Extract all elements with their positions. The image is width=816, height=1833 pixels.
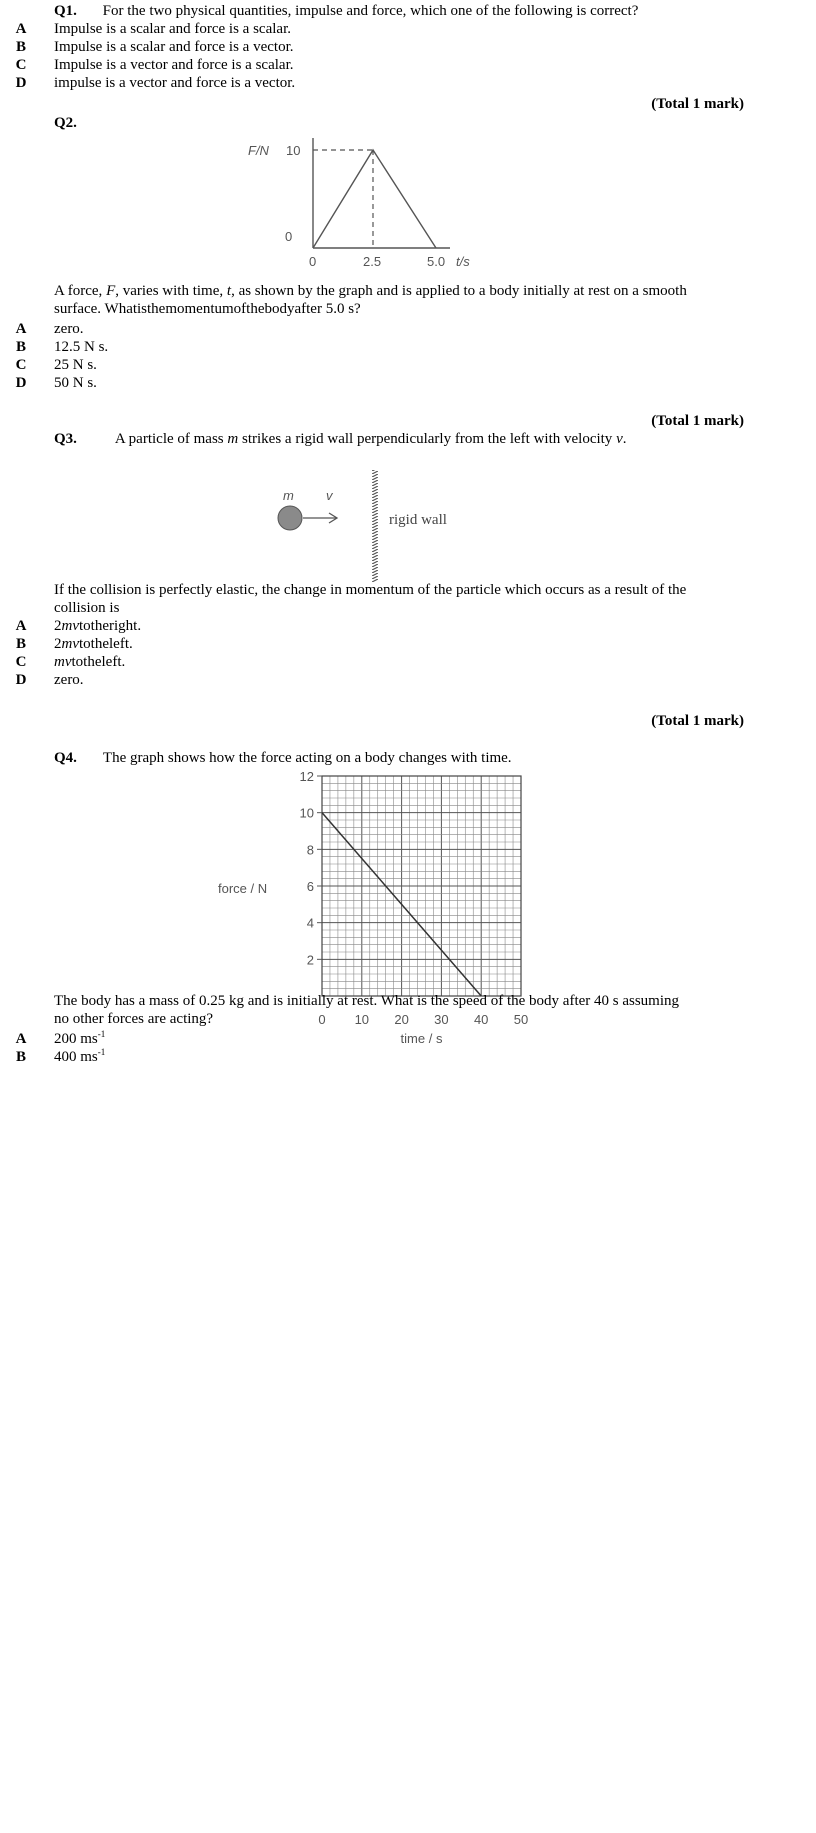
q3-option-d-text: zero.	[54, 672, 84, 688]
q4-x-tick-label: 50	[513, 1012, 529, 1027]
q4-grid	[322, 776, 521, 996]
q4-stem-text: The graph shows how the force acting on a body changes with time.	[102, 750, 512, 766]
q3-stem-var-m: m	[227, 431, 239, 447]
q1-option-b-text: Impulse is a scalar and force is a vector.	[54, 39, 294, 55]
q4-number: Q4.	[54, 750, 77, 766]
q3-option-a-letter: A	[15, 618, 27, 634]
q4-y-axis-label: force / N	[218, 881, 268, 896]
q1-option-b-letter: B	[15, 39, 26, 55]
q4-y-tick-label: 12	[299, 769, 314, 784]
q4-option-b-text	[54, 1048, 105, 1066]
q2-option-c-text: 25 N s.	[54, 357, 97, 373]
q3-velocity-label: v	[326, 488, 333, 503]
q2-y-label: F/N	[248, 143, 269, 158]
q2-stem-part: A force,	[54, 283, 107, 299]
q3-total-mark: (Total 1 mark)	[651, 713, 744, 729]
q4-option-part: 400 ms	[54, 1049, 98, 1065]
q4-x-tick-label: 20	[394, 1012, 409, 1027]
q4-y-tick-label: 6	[306, 879, 314, 894]
q2-option-a-letter: A	[15, 321, 27, 337]
q4-option-b-letter: B	[15, 1049, 26, 1065]
q4-y-tick-label: 2	[306, 952, 314, 968]
q2-option-b-text: 12.5 N s.	[54, 339, 109, 355]
q3-stem-var-v: v	[616, 431, 623, 447]
q4-stem2-line2: no other forces are acting?	[54, 1011, 214, 1027]
q3-option-var: mv	[61, 618, 79, 634]
q1-option-d-letter: D	[15, 75, 27, 91]
q4-option-exponent: -1	[97, 1047, 106, 1057]
q1-option-d-text: impulse is a vector and force is a vector.	[54, 75, 296, 91]
q3-stem-part: A particle of mass	[114, 431, 228, 447]
q2-option-d-letter: D	[15, 375, 27, 391]
q1-option-a-letter: A	[15, 21, 27, 37]
q2-stem-var-f: F	[106, 283, 116, 299]
q2-x-tick-5-0: 5.0	[427, 254, 446, 269]
q4-stem2-line1: The body has a mass of 0.25 kg and is initially at rest. What is the speed of the body after 40 s assuming	[54, 993, 680, 1009]
q2-stem-var-t: t	[226, 283, 232, 299]
q3-stem2-line1: If the collision is perfectly elastic, the change in momentum of the particle which occurs as a result of the	[54, 582, 687, 598]
q3-option-b-letter: B	[15, 636, 26, 652]
q3-option-var: mv	[54, 654, 72, 670]
q3-wall-label: rigid wall	[389, 512, 447, 528]
q4-y-tick-label: 10	[299, 805, 314, 821]
q2-option-b-letter: B	[15, 339, 26, 355]
q2-number: Q2.	[54, 115, 77, 131]
q2-total-mark: (Total 1 mark)	[651, 413, 744, 429]
q3-option-part: 2	[54, 618, 62, 634]
q3-option-c-letter: C	[15, 654, 27, 670]
q1-option-c-text: Impulse is a vector and force is a scalar.	[54, 57, 294, 73]
q2-option-a-text: zero.	[54, 321, 84, 337]
q4-x-tick-label: 40	[473, 1012, 489, 1027]
q4-option-a-letter: A	[15, 1031, 27, 1047]
q1-total-mark: (Total 1 mark)	[651, 96, 744, 112]
q3-mass-label: m	[283, 488, 294, 503]
q2-option-d-text: 50 N s.	[54, 375, 97, 391]
q3-option-part: 2	[54, 636, 62, 652]
q2-x-tick-0: 0	[309, 254, 317, 269]
q2-option-c-letter: C	[15, 357, 27, 373]
q4-option-exponent: -1	[97, 1029, 106, 1039]
q3-option-part: totheleft.	[71, 654, 126, 670]
q4-y-tick-label: 8	[306, 842, 314, 858]
q2-origin-y-label: 0	[285, 229, 293, 244]
q2-stem-line2: surface. Whatisthemomentumofthebodyafter 5.0 s?	[54, 301, 361, 317]
q3-option-d-letter: D	[15, 672, 27, 688]
q4-x-tick-label: 30	[434, 1012, 449, 1027]
q2-y-value-label: 10	[286, 143, 301, 158]
q1-option-c-letter: C	[15, 57, 27, 73]
q1-option-a-text: Impulse is a scalar and force is a scalar.	[54, 21, 291, 37]
q3-stem-part: strikes a rigid wall perpendicularly from the left with velocity	[238, 431, 617, 447]
q3-option-part: totheleft.	[79, 636, 133, 652]
q3-option-var: mv	[61, 636, 79, 652]
q4-x-tick-label: 10	[354, 1012, 370, 1027]
q3-stem2-line2: collision is	[54, 600, 120, 616]
q4-option-a-text	[54, 1030, 105, 1048]
q2-x-unit: t/s	[456, 254, 470, 269]
q2-x-tick-2-5: 2.5	[363, 254, 382, 269]
q3-option-part: totheright.	[79, 618, 142, 634]
q3-stem-part: .	[622, 431, 627, 447]
q1-stem-text: For the two physical quantities, impulse and force, which one of the following is correct?	[102, 3, 639, 19]
q4-x-axis-label: time / s	[400, 1031, 443, 1046]
q3-number: Q3.	[54, 431, 77, 447]
q1-number: Q1.	[54, 3, 77, 19]
q2-stem-part: , as shown by the graph and is applied to a body initially at rest on a smooth	[231, 283, 687, 299]
q2-stem-part: , varies with time,	[115, 283, 227, 299]
q4-option-part: 200 ms	[54, 1031, 98, 1047]
q4-x-tick-label: 0	[318, 1012, 326, 1027]
q4-y-tick-label: 4	[306, 915, 314, 931]
